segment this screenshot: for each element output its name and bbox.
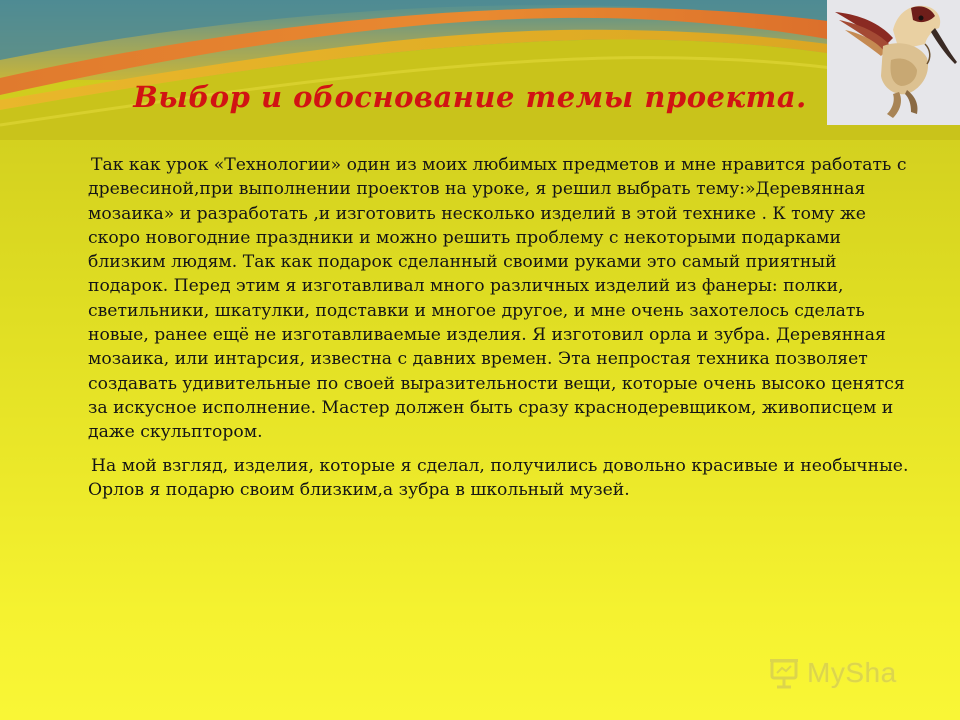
hummingbird-intarsia-photo (827, 0, 960, 125)
presentation-board-icon (767, 656, 801, 690)
hummingbird-icon (827, 0, 960, 125)
slide-title: Выбор и обоснование темы проекта. (133, 80, 807, 114)
paragraph-2: На мой взгляд, изделия, которые я сделал, получились довольно красивые и необычные. Орлов я подарю своим близким,а зубра в школьный музей. (88, 455, 909, 500)
watermark-text: MySha (807, 657, 897, 688)
watermark-logo (767, 655, 897, 691)
paragraph-1: Так как урок «Технологии» один из моих любимых предметов и мне нравится работать с древесиной,при выполнении проектов на уроке, я решил выбрать тему:»Деревянная мозаика» и разработать ,и изготовить несколько изделий в этой технике . К тому же скоро новогодние праздники и можно решить проблему с некоторыми подарками близким людям. Так как подарок сделанный своими руками это самый приятный подарок. Перед этим я изготавливал много различных изделий из фанеры: полки, светильники, шкатулки, подставки и многое другое, и мне очень захотелось сделать новые, ранее ещё не изготавливаемые изделия. Я изготовил орла и зубра. Деревянная мозаика, или интарсия, известна с давних времен. Эта непростая техника позволяет создавать удивительные по своей выразительности вещи, которые очень высоко ценятся за искусное исполнение. Мастер должен быть сразу краснодеревщиком, живописцем и даже скульптором. (88, 155, 907, 443)
decorative-waves (0, 0, 960, 140)
body-text (88, 153, 918, 511)
